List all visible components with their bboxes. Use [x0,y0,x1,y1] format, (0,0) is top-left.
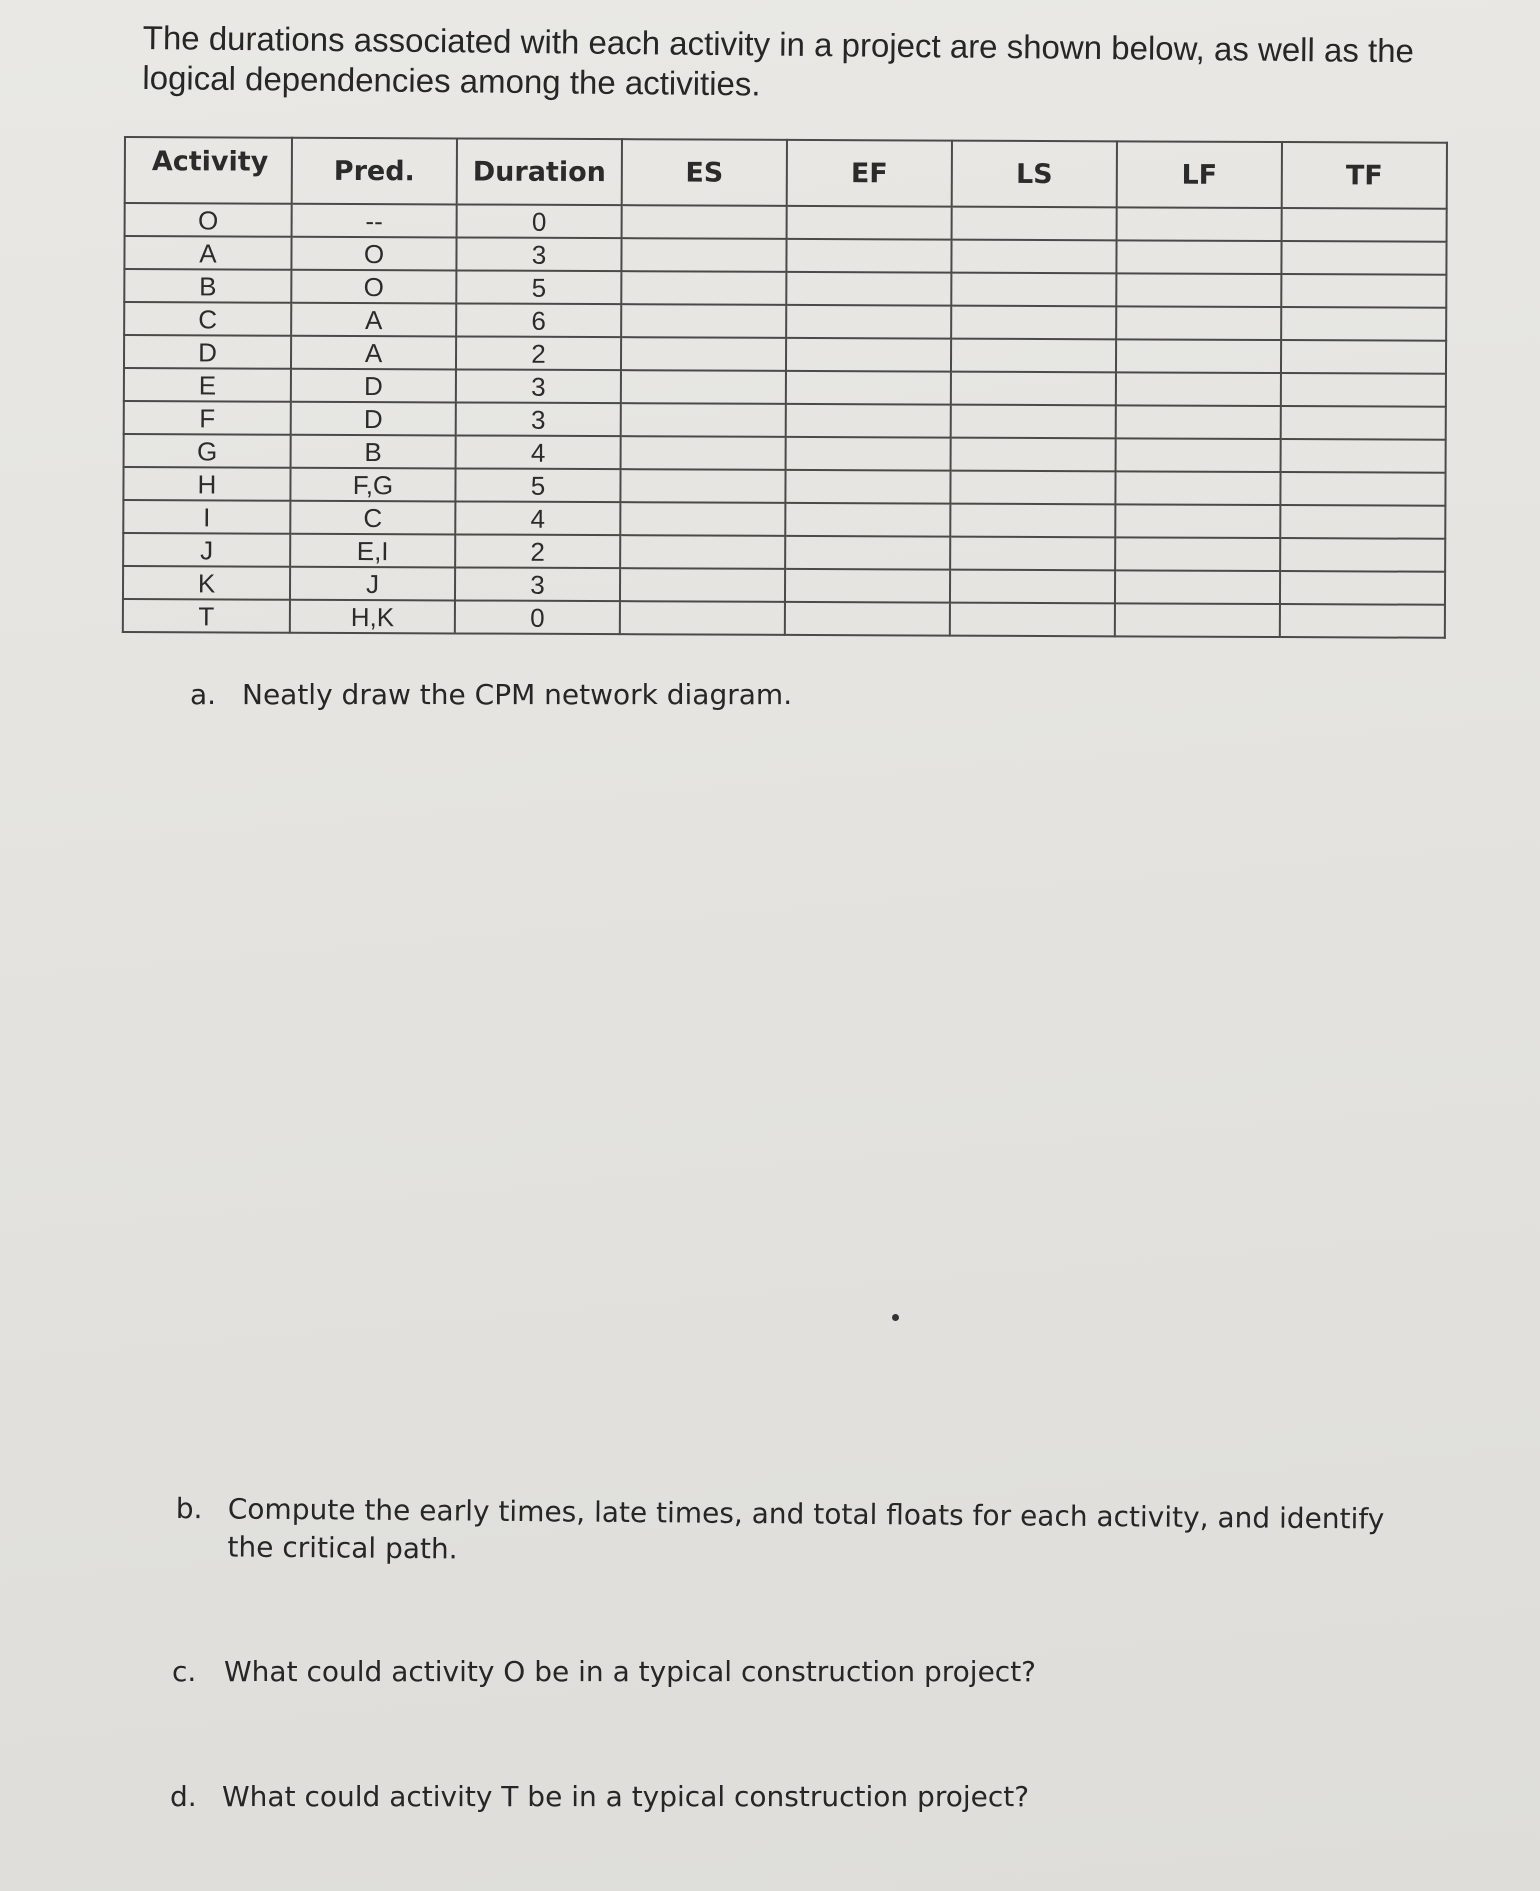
cell-lf-blank[interactable] [1116,405,1281,439]
cell-activity: I [123,500,290,534]
cell-es-blank[interactable] [622,205,787,239]
header-pred: Pred. [292,138,457,205]
cell-pred: A [291,303,456,337]
cell-activity: E [124,368,291,402]
cell-ls-blank[interactable] [950,603,1115,637]
cell-ef-blank[interactable] [785,470,950,504]
cell-lf-blank[interactable] [1115,570,1280,604]
question-d [170,1778,1029,1816]
cell-duration: 3 [456,402,621,436]
cell-activity: H [123,467,290,501]
cell-duration: 3 [456,369,621,403]
cell-lf-blank[interactable] [1115,603,1280,637]
question-c-label: c. [172,1655,197,1688]
cell-duration: 2 [455,534,620,568]
cell-tf-blank[interactable] [1280,472,1445,506]
cell-ls-blank[interactable] [951,339,1116,373]
question-d-label: d. [170,1780,197,1813]
cell-es-blank[interactable] [620,502,785,536]
cell-ef-blank[interactable] [785,602,950,636]
cell-ef-blank[interactable] [787,206,952,240]
cell-ef-blank[interactable] [786,305,951,339]
cell-ef-blank[interactable] [786,338,951,372]
cell-ls-blank[interactable] [950,504,1115,538]
cell-pred: O [291,237,456,271]
cell-activity: A [124,236,291,270]
cell-activity: D [124,335,291,369]
cell-pred: C [290,501,455,535]
question-a [190,676,792,714]
cell-activity: F [124,401,291,435]
header-tf: TF [1282,142,1447,209]
cell-lf-blank[interactable] [1116,306,1281,340]
cell-ls-blank[interactable] [951,240,1116,274]
cell-activity: J [123,533,290,567]
cell-lf-blank[interactable] [1116,339,1281,373]
intro-line-2: logical dependencies among the activities. [142,58,761,103]
cell-ls-blank[interactable] [951,372,1116,406]
cell-lf-blank[interactable] [1115,537,1280,571]
cell-ls-blank[interactable] [951,438,1116,472]
header-duration: Duration [457,138,622,205]
cell-pred: B [291,435,456,469]
header-lf: LF [1117,141,1282,208]
cell-es-blank[interactable] [621,337,786,371]
cell-ls-blank[interactable] [951,273,1116,307]
cell-tf-blank[interactable] [1282,208,1447,242]
cell-es-blank[interactable] [621,304,786,338]
cell-duration: 3 [456,237,621,271]
cell-ls-blank[interactable] [951,306,1116,340]
cell-es-blank[interactable] [621,436,786,470]
cell-tf-blank[interactable] [1281,373,1446,407]
cell-ls-blank[interactable] [950,471,1115,505]
cell-ef-blank[interactable] [785,536,950,570]
cell-ef-blank[interactable] [786,239,951,273]
cell-ls-blank[interactable] [952,207,1117,241]
cell-es-blank[interactable] [621,271,786,305]
cpm-table-container [122,136,1446,639]
cell-pred: A [291,336,456,370]
question-c [172,1653,1036,1691]
question-b [175,1490,1436,1577]
header-activity: Activity [125,137,292,204]
cell-activity: G [124,434,291,468]
cell-pred: E,I [290,534,455,568]
cell-duration: 3 [455,567,620,601]
cell-lf-blank[interactable] [1116,273,1281,307]
cell-pred: D [291,402,456,436]
intro-line-1: The durations associated with each activity in a project are shown below, as well as the [142,18,1415,70]
question-b-text: Compute the early times, late times, and total floats for each activity, and identify the critical path. [227,1492,1385,1566]
cell-es-blank[interactable] [620,568,785,602]
cell-duration: 0 [455,600,620,634]
cell-pred: O [291,270,456,304]
cell-ef-blank[interactable] [786,371,951,405]
cell-es-blank[interactable] [620,601,785,635]
cell-tf-blank[interactable] [1280,538,1445,572]
cell-tf-blank[interactable] [1281,274,1446,308]
paper-speck [892,1314,899,1321]
cell-tf-blank[interactable] [1281,439,1446,473]
cell-activity: T [123,599,290,633]
cell-es-blank[interactable] [620,535,785,569]
table-body [123,203,1447,638]
cell-es-blank[interactable] [621,370,786,404]
cell-ls-blank[interactable] [950,570,1115,604]
cell-ef-blank[interactable] [785,569,950,603]
cell-tf-blank[interactable] [1281,307,1446,341]
cell-duration: 5 [455,468,620,502]
cell-tf-blank[interactable] [1280,505,1445,539]
cell-ef-blank[interactable] [786,437,951,471]
cell-es-blank[interactable] [621,403,786,437]
cell-pred: -- [292,204,457,238]
cell-lf-blank[interactable] [1116,438,1281,472]
cell-duration: 4 [456,435,621,469]
cell-duration: 2 [456,336,621,370]
cell-tf-blank[interactable] [1281,340,1446,374]
cell-ef-blank[interactable] [786,272,951,306]
cell-activity: K [123,566,290,600]
cell-pred: J [290,567,455,601]
question-d-text: What could activity T be in a typical construction project? [222,1780,1030,1813]
cell-duration: 6 [456,303,621,337]
question-c-text: What could activity O be in a typical construction project? [224,1655,1037,1688]
cell-duration: 4 [455,501,620,535]
cell-lf-blank[interactable] [1115,504,1280,538]
header-ef: EF [787,140,952,207]
cell-ef-blank[interactable] [785,503,950,537]
question-a-label: a. [190,678,217,711]
cell-pred: H,K [290,600,455,634]
cell-duration: 0 [457,204,622,238]
cell-activity: C [124,302,291,336]
cell-lf-blank[interactable] [1116,372,1281,406]
header-es: ES [622,139,787,206]
question-b-label: b. [175,1491,203,1526]
cell-duration: 5 [456,270,621,304]
cell-tf-blank[interactable] [1281,406,1446,440]
cell-es-blank[interactable] [621,238,786,272]
cell-ef-blank[interactable] [786,404,951,438]
cell-ls-blank[interactable] [950,537,1115,571]
cell-es-blank[interactable] [620,469,785,503]
cell-lf-blank[interactable] [1116,240,1281,274]
intro-paragraph [142,18,1443,112]
question-a-text: Neatly draw the CPM network diagram. [242,678,793,711]
cell-pred: F,G [290,468,455,502]
cpm-activity-table [122,136,1448,639]
cell-lf-blank[interactable] [1117,207,1282,241]
header-ls: LS [952,141,1117,208]
cell-tf-blank[interactable] [1280,604,1445,638]
table-row [123,599,1445,638]
cell-activity: O [125,203,292,237]
cell-ls-blank[interactable] [951,405,1116,439]
cell-lf-blank[interactable] [1115,471,1280,505]
cell-tf-blank[interactable] [1280,571,1445,605]
cell-activity: B [124,269,291,303]
cell-pred: D [291,369,456,403]
cell-tf-blank[interactable] [1281,241,1446,275]
table-header-row [125,137,1447,209]
